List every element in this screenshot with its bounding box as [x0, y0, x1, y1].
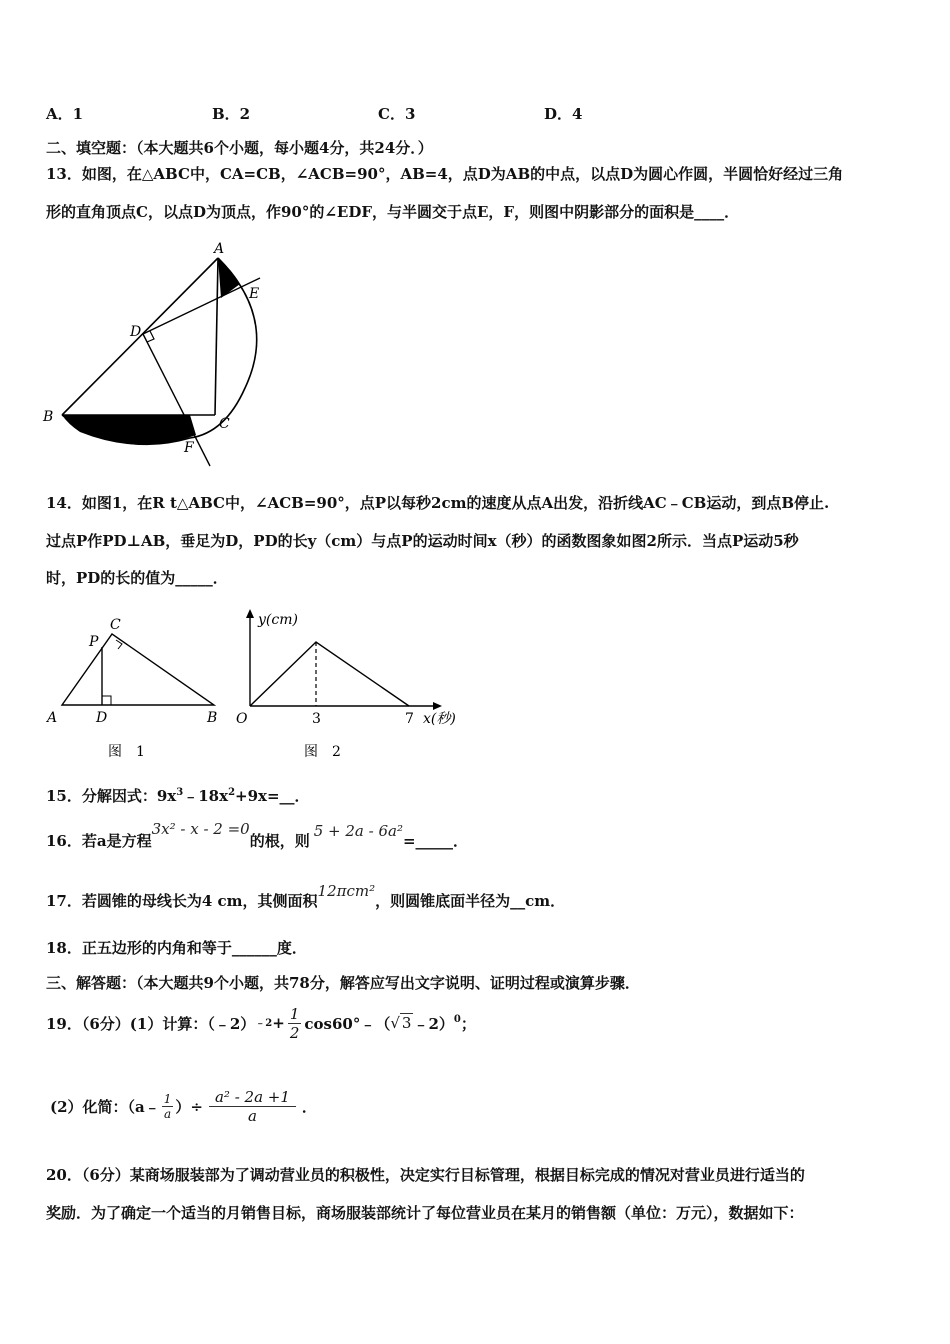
- half-num: 1: [289, 1004, 300, 1023]
- q16-suffix: =_____．: [402, 832, 469, 850]
- q15-prefix: 15．分解因式：9x: [46, 787, 177, 805]
- q14-line1: 14．如图1，在R t△ABC中，∠ACB=90°，点P以每秒2cm的速度从点A出发，沿折线AC﹣CB运动，到点B停止.: [46, 494, 830, 512]
- q19-cos: cos60°﹣（: [304, 1014, 391, 1033]
- q19-part2-prefix: (2）化简：（a﹣: [50, 1097, 160, 1116]
- q18: 18．正五边形的内角和等于______度．: [46, 939, 307, 957]
- half-den: 2: [289, 1023, 300, 1042]
- fig2-xlabel: x(秒): [423, 711, 456, 727]
- option-b: B．2: [212, 105, 251, 123]
- fig1-label-b: B: [207, 710, 218, 726]
- sqrt-value: 3: [401, 1014, 412, 1032]
- f3-num: a² - 2a +1: [209, 1088, 296, 1107]
- fig1-label-d: D: [96, 710, 108, 726]
- q19-end: ．: [301, 1097, 317, 1116]
- option-d: D．4: [544, 105, 583, 123]
- q20-line1: 20．（6分）某商场服装部为了调动营业员的积极性，决定实行目标管理，根据目标完成的情况对营业员进行适当的: [46, 1166, 805, 1184]
- q19-tail: ﹣2）: [413, 1014, 454, 1033]
- q16: [46, 820, 469, 851]
- fig1-label-p: P: [89, 634, 99, 650]
- q19-zero-exp: 0: [453, 1014, 461, 1025]
- q19-exponent: ﹣2: [255, 1018, 273, 1029]
- fig1-label-a: A: [47, 710, 58, 726]
- label-c: C: [219, 416, 230, 432]
- label-a: A: [214, 241, 225, 257]
- q16-expression: 5 + 2a - 6a²: [313, 822, 403, 840]
- q19-plus: +: [272, 1014, 285, 1032]
- f3-den: a: [247, 1106, 257, 1125]
- label-e: E: [249, 286, 260, 302]
- q17-expression: 12πcm²: [317, 882, 376, 900]
- q16-equation: 3x² - x - 2 =0: [151, 820, 250, 838]
- q13-line1: 13．如图，在△ABC中，CA=CB，∠ACB=90°，AB=4，点D为AB的中点，以点D为圆心作圆，半圆恰好经过三角: [46, 165, 844, 183]
- section3-heading: 三、解答题：（本大题共9个小题，共78分，解答应写出文字说明、证明过程或演算步骤．: [46, 974, 640, 992]
- q19-prefix: 19．（6分）(1）计算：（﹣2）: [46, 1014, 256, 1033]
- fig1-label-c: C: [110, 617, 121, 633]
- section2-heading: 二、填空题：（本大题共6个小题，每小题4分，共24分．）: [46, 139, 433, 157]
- fig2-origin: O: [236, 711, 248, 727]
- q19-part1: [46, 1000, 476, 1046]
- fig1-caption: 图 1: [108, 744, 145, 760]
- label-f: F: [184, 440, 194, 456]
- f2-num: 1: [163, 1091, 172, 1106]
- q15: [46, 785, 310, 806]
- label-b: B: [43, 409, 54, 425]
- q19-divide: ）÷: [175, 1097, 203, 1116]
- q16-middle: 的根，则: [249, 832, 310, 850]
- q13-figure: [40, 238, 270, 470]
- shaded-region-bf: [62, 415, 196, 445]
- fig2-tick-3: 3: [312, 711, 321, 727]
- fig2-tick-7: 7: [405, 711, 414, 727]
- q19-part2: [50, 1080, 317, 1132]
- q15-sup1: 3: [176, 787, 184, 798]
- q15-mid: ﹣18x: [183, 787, 229, 805]
- q17: [46, 882, 566, 911]
- q20-line2: 奖励．为了确定一个适当的月销售目标，商场服装部统计了每位营业员在某月的销售额（单位：万元），数据如下：: [46, 1204, 804, 1222]
- q19-semicolon: ；: [460, 1014, 476, 1033]
- fig2-ylabel: y(cm): [258, 612, 298, 628]
- q14-line2: 过点P作PD⊥AB，垂足为D，PD的长y（cm）与点P的运动时间x（秒）的函数图象如图2所示．当点P运动5秒: [46, 532, 799, 550]
- q14-figure2: [228, 606, 468, 762]
- option-c: C．3: [378, 105, 416, 123]
- q16-prefix: 16．若a是方程: [46, 832, 152, 850]
- label-d: D: [130, 324, 142, 340]
- q17-prefix: 17．若圆锥的母线长为4 cm，其侧面积: [46, 892, 318, 910]
- shaded-region-ae: [218, 258, 240, 298]
- sqrt-symbol: √ 3: [390, 1014, 412, 1032]
- q19-fraction-main: [209, 1088, 296, 1125]
- option-a: A．1: [46, 105, 84, 123]
- q15-sup2: 2: [228, 787, 236, 798]
- q17-suffix: ，则圆锥底面半径为__cm．: [375, 892, 566, 910]
- f2-den: a: [164, 1106, 172, 1121]
- q13-line2: 形的直角顶点C，以点D为顶点，作90°的∠EDF，与半圆交于点E，F，则图中阴影部分的面积是____．: [46, 203, 740, 221]
- q19-fraction-half: [288, 1005, 302, 1042]
- q19-fraction-1a: [162, 1092, 174, 1121]
- q15-suffix: +9x=__．: [235, 787, 310, 805]
- fig2-caption: 图 2: [304, 744, 341, 760]
- q14-figure1: [44, 612, 224, 762]
- q14-line3: 时，PD的长的值为_____．: [46, 569, 228, 587]
